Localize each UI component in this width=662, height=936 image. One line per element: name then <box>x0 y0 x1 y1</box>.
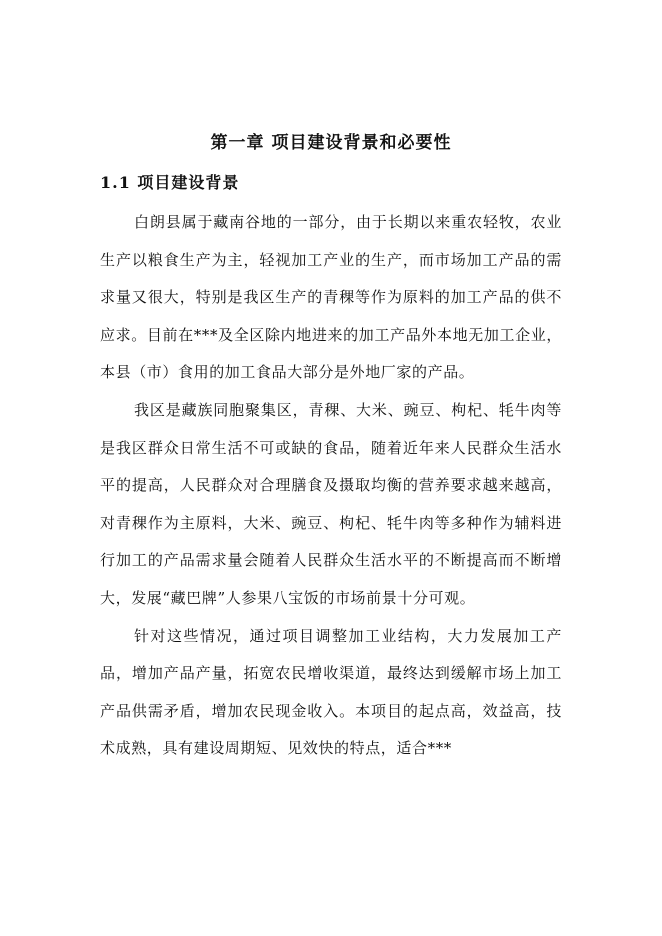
paragraph-1: 白朗县属于藏南谷地的一部分，由于长期以来重农轻牧，农业生产以粮食生产为主，轻视加工产业的生产，而市场加工产品的需求量又很大，特别是我区生产的青稞等作为原料的加工产品的供不应求。目前在***及全区除内地进来的加工产品外本地无加工企业，本县（市）食用的加工食品大部分是外地厂家的产品。 <box>100 213 562 382</box>
body-text <box>100 204 562 768</box>
paragraph-3: 针对这些情况，通过项目调整加工业结构，大力发展加工产品，增加产品产量，拓宽农民增收渠道，最终达到缓解市场上加工产品供需矛盾，增加农民现金收入。本项目的起点高，效益高，技术成熟，具有建设周期短、见效快的特点，适合*** <box>100 626 562 758</box>
chapter-title: 第一章 项目建设背景和必要性 <box>210 133 452 153</box>
section-title: 1.1 项目建设背景 <box>100 173 240 192</box>
paragraph-2: 我区是藏族同胞聚集区，青稞、大米、豌豆、枸杞、牦牛肉等是我区群众日常生活不可或缺的食品，随着近年来人民群众生活水平的提高，人民群众对合理膳食及摄取均衡的营养要求越来越高，对青稞作为主原料，大米、豌豆、枸杞、牦牛肉等多种作为辅料进行加工的产品需求量会随着人民群众生活水平的不断提高而不断增大，发展“藏巴牌”人参果八宝饭的市场前景十分可观。 <box>100 400 562 607</box>
